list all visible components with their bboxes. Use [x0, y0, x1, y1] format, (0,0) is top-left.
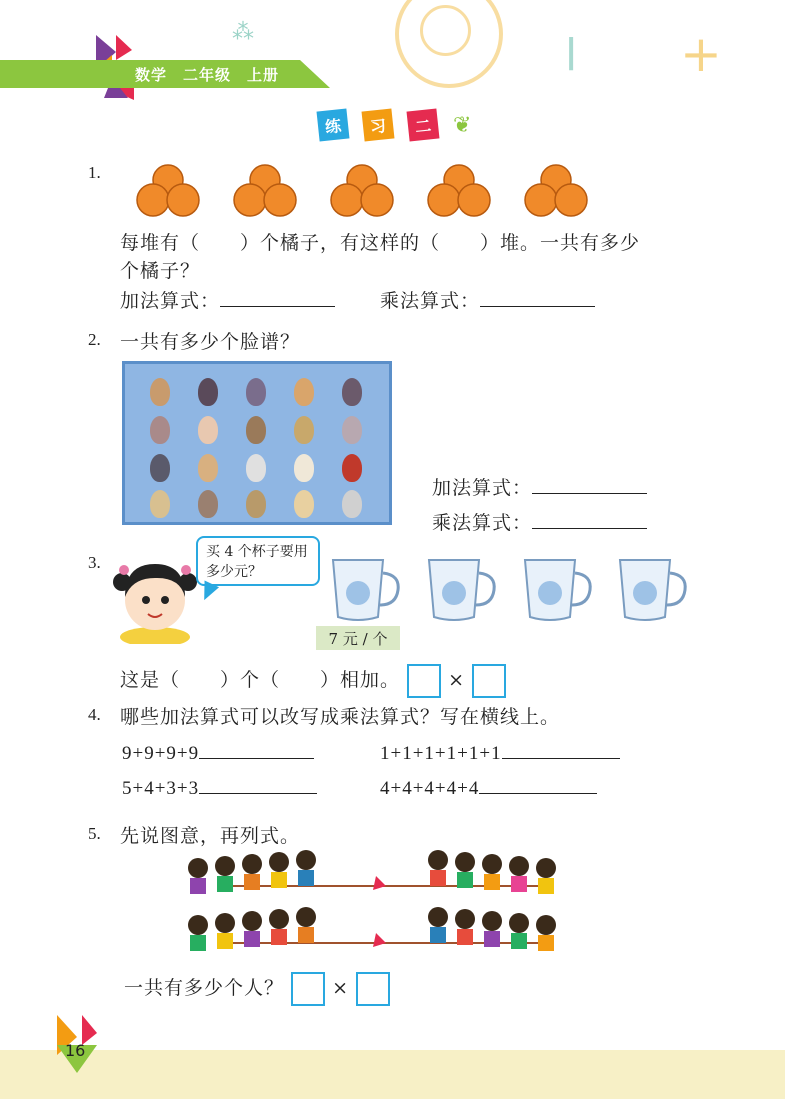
q3-number: 3. [88, 553, 101, 572]
speech-bubble-text: 买 4 个杯子要用多少元？ [206, 544, 308, 580]
price-tag: 7 元 / 个 [316, 626, 400, 650]
q3-row [120, 664, 506, 698]
q4-expr-4: 4+4+4+4+4 [380, 778, 480, 799]
page-number: 16 [65, 1041, 86, 1060]
opera-mask-icon [294, 416, 314, 444]
q4-item-3 [122, 775, 317, 800]
q2-number: 2. [88, 330, 101, 349]
speech-bubble [196, 536, 320, 586]
q5-number: 5. [88, 824, 101, 843]
q5-question: 一共有多少个人？ [124, 977, 285, 999]
q3-box-1[interactable] [407, 664, 441, 698]
q4-blank-4[interactable] [479, 775, 597, 794]
opera-mask-board [122, 361, 392, 525]
q2-mul-row [432, 508, 647, 535]
opera-mask-icon [246, 490, 266, 518]
opera-mask-icon [294, 490, 314, 518]
cups-row [328, 555, 688, 625]
q4-blank-1[interactable] [199, 740, 314, 759]
q4-expr-1: 9+9+9+9 [122, 743, 200, 764]
opera-mask-icon [150, 490, 170, 518]
q1-add-label: 加法算式： [120, 290, 221, 312]
title-char-3: 二 [407, 109, 440, 142]
q1-number: 1. [88, 163, 101, 182]
q2-add-row [432, 473, 647, 500]
sun-decoration-inner [420, 5, 471, 56]
q2-add-blank[interactable] [532, 475, 647, 494]
q3-box-2[interactable] [472, 664, 506, 698]
q4-expr-3: 5+4+3+3 [122, 778, 200, 799]
sparkle-decoration: ⁂ [232, 20, 254, 45]
title-char-1: 练 [317, 109, 350, 142]
tug-of-war-illustration [183, 848, 583, 963]
q4-text: 哪些加法算式可以改写成乘法算式？写在横线上。 [120, 706, 561, 728]
opera-mask-icon [198, 454, 218, 482]
section-title [318, 110, 471, 140]
q5-box-2[interactable] [356, 972, 390, 1006]
header-title: 数学 二年级 上册 [135, 66, 280, 84]
one-decoration: l [565, 30, 578, 81]
opera-mask-icon [198, 490, 218, 518]
q5-text: 先说图意，再列式。 [120, 825, 301, 847]
opera-mask-icon [150, 416, 170, 444]
q1-line1: 每堆有（ ）个橘子，有这样的（ ）堆。一共有多少 [120, 232, 641, 254]
q2-text: 一共有多少个脸谱？ [120, 331, 301, 353]
q1-add-blank[interactable] [220, 288, 335, 307]
q3-text: 这是（ ）个（ ）相加。 [120, 669, 401, 691]
orange-icon [133, 160, 593, 220]
q1-mul-row [380, 286, 595, 313]
q4-blank-3[interactable] [199, 775, 317, 794]
q4-item-2 [380, 740, 620, 765]
q4-number: 4. [88, 705, 101, 724]
opera-mask-icon [246, 454, 266, 482]
q2-add-label: 加法算式： [432, 477, 533, 499]
opera-mask-icon [342, 454, 362, 482]
cup-icon [333, 560, 398, 620]
child-icon [188, 850, 556, 951]
plus-decoration: + [680, 25, 722, 83]
q1-line2: 个橘子？ [120, 260, 201, 282]
q2-mul-label: 乘法算式： [432, 512, 533, 534]
opera-mask-icon [198, 416, 218, 444]
opera-mask-icon [342, 416, 362, 444]
q3-times: × [448, 669, 466, 691]
q4-item-1 [122, 740, 314, 765]
opera-mask-icon [150, 378, 170, 406]
opera-mask-icon [294, 378, 314, 406]
q4-blank-2[interactable] [502, 740, 620, 759]
q4-expr-2: 1+1+1+1+1+1 [380, 743, 502, 764]
q1-mul-blank[interactable] [480, 288, 595, 307]
opera-mask-icon [342, 378, 362, 406]
q5-times: × [332, 977, 350, 999]
footer-band [0, 1050, 785, 1099]
opera-mask-icon [198, 378, 218, 406]
opera-mask-icon [294, 454, 314, 482]
q5-row [124, 972, 390, 1006]
q4-item-4 [380, 775, 597, 800]
opera-mask-icon [246, 378, 266, 406]
opera-mask-icon [246, 416, 266, 444]
q5-box-1[interactable] [291, 972, 325, 1006]
girl-icon [110, 552, 200, 644]
opera-mask-icon [150, 454, 170, 482]
leaf-icon: ❦ [453, 112, 472, 138]
q1-add-row [120, 286, 335, 313]
q2-mul-blank[interactable] [532, 510, 647, 529]
title-char-2: 习 [362, 109, 395, 142]
q1-mul-label: 乘法算式： [380, 290, 481, 312]
orange-piles [133, 160, 593, 220]
opera-mask-icon [342, 490, 362, 518]
